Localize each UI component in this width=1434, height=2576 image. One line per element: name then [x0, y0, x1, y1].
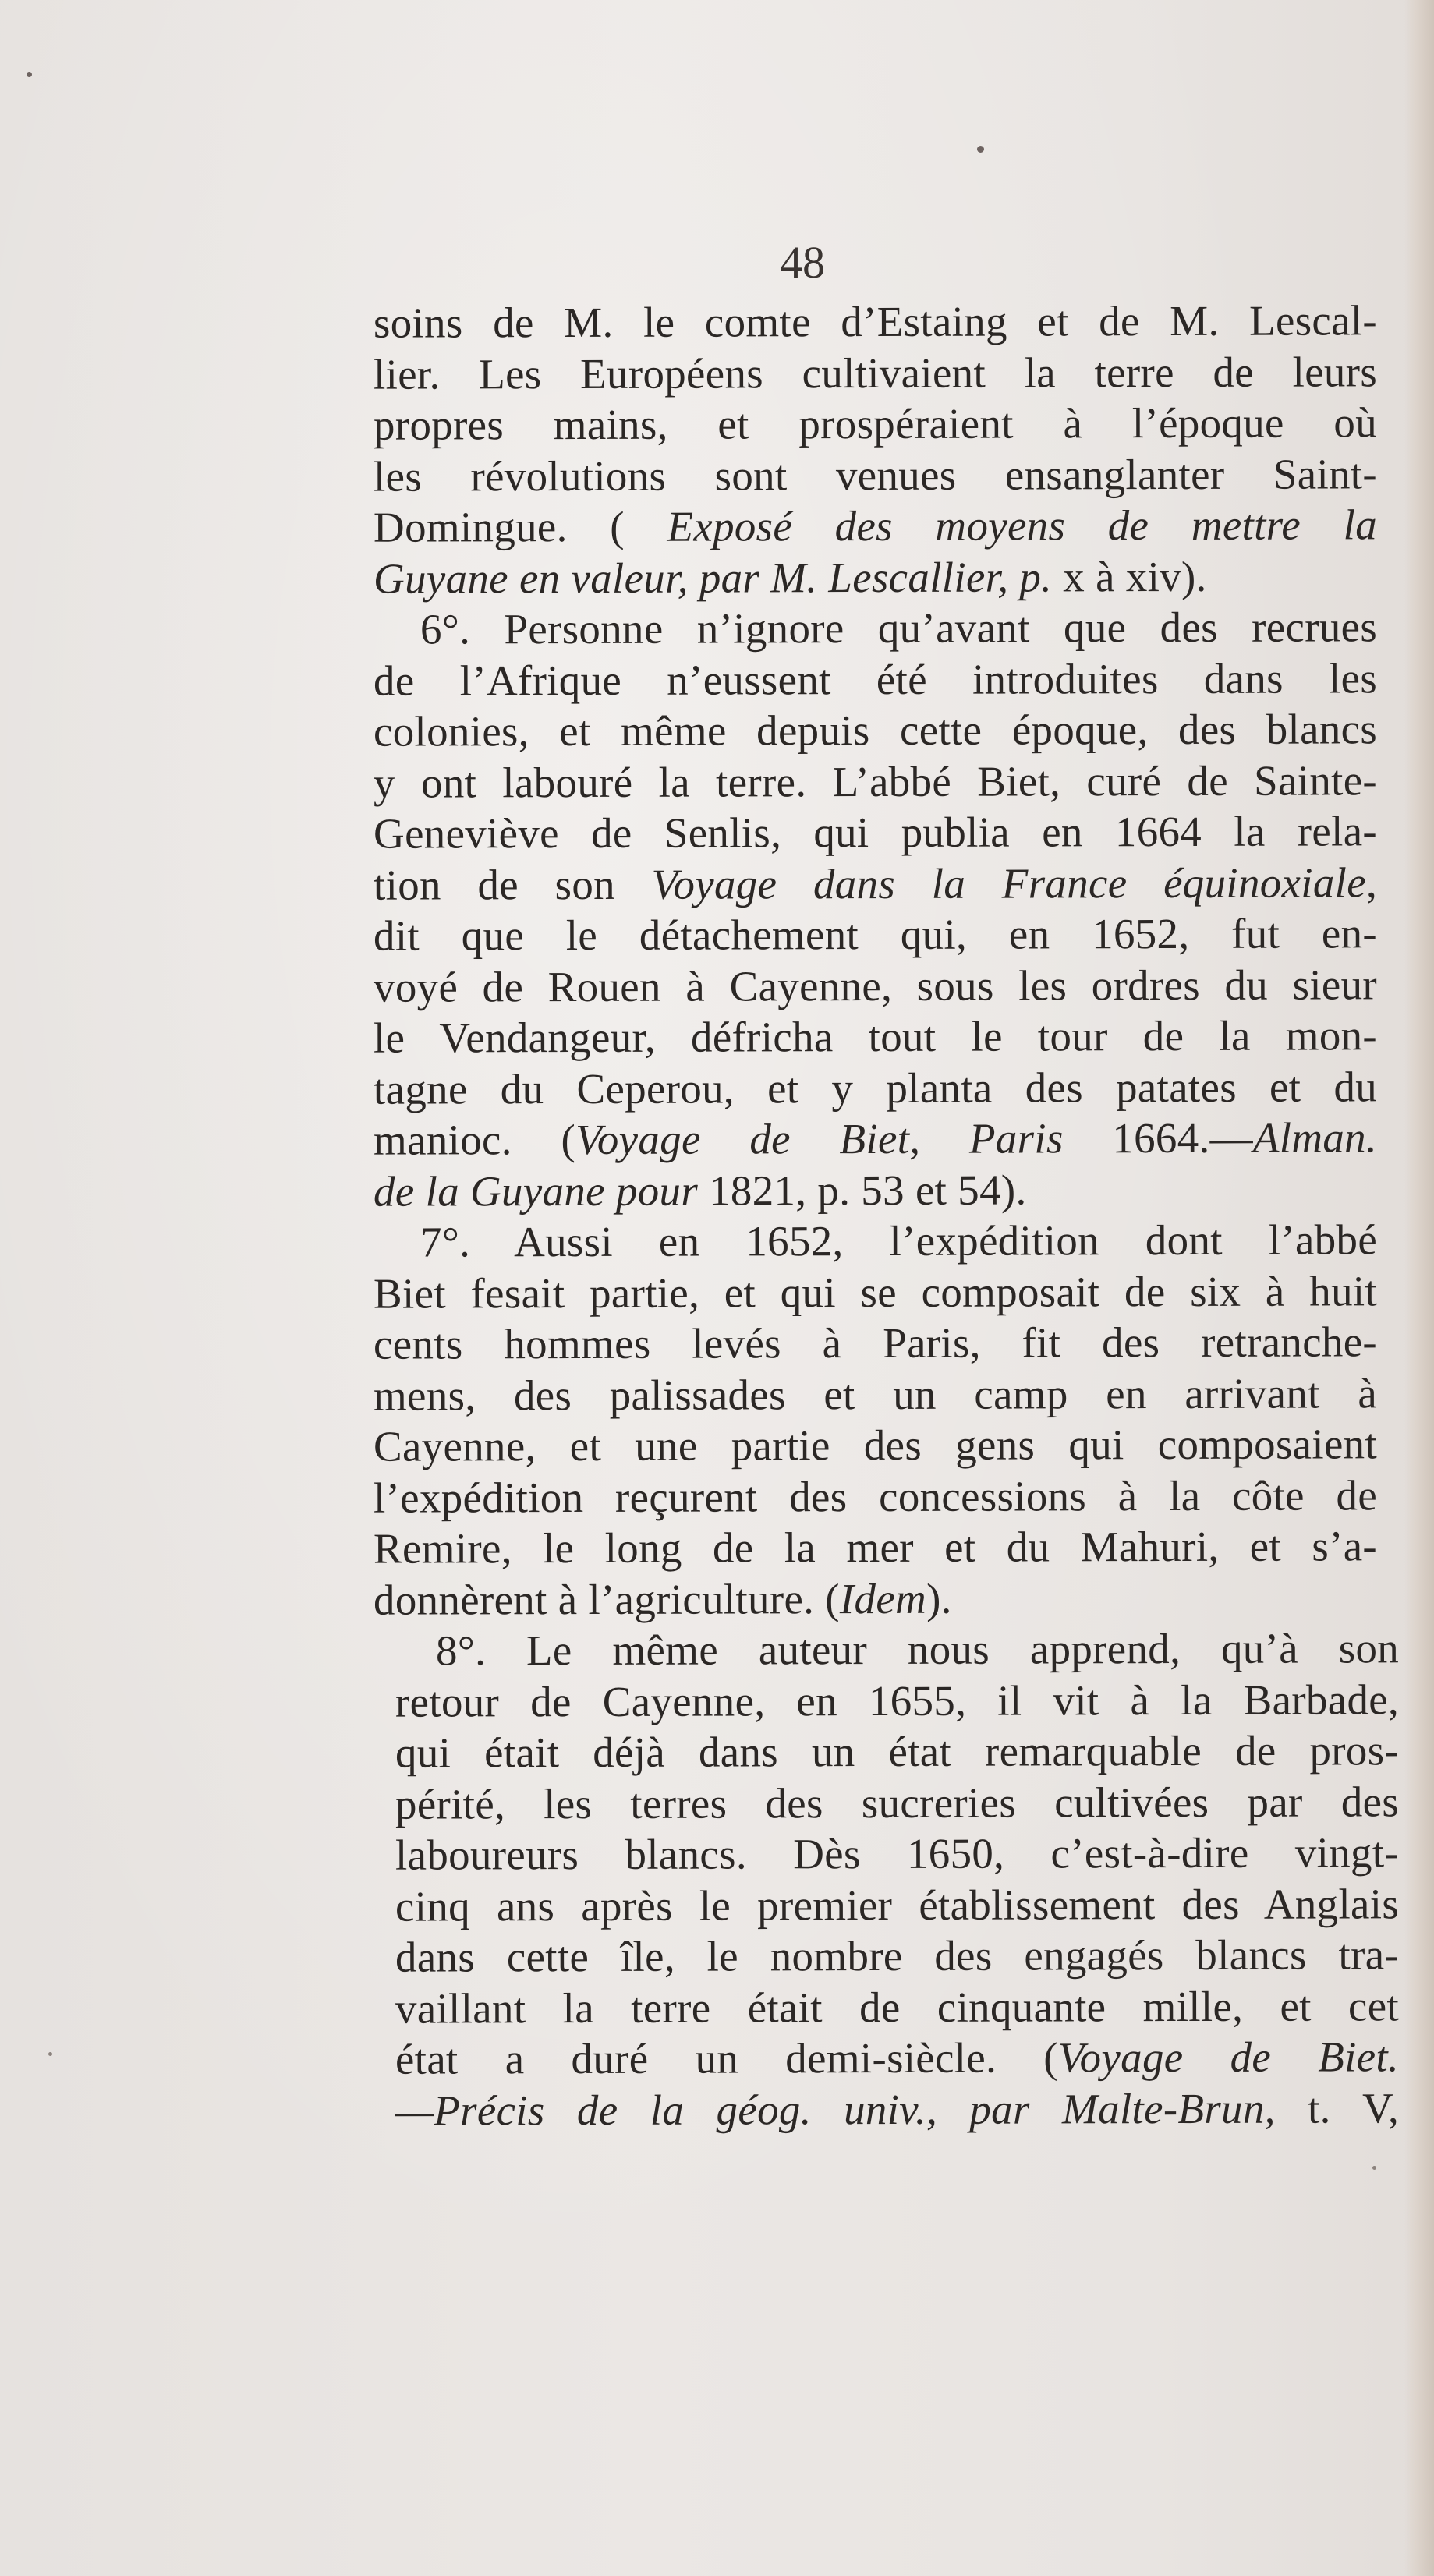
text-line — [374, 346, 1377, 400]
text-segment: ). — [926, 1574, 952, 1622]
text-line — [374, 1214, 1377, 1268]
text-segment: Domingue. ( — [373, 502, 667, 551]
text-segment: voyé de Rouen à Cayenne, sous les ordres du sieur — [373, 960, 1378, 1011]
text-line — [374, 295, 1377, 349]
ink-speck — [27, 72, 32, 77]
text-line — [374, 1112, 1377, 1166]
italic-text: Idem — [839, 1574, 927, 1622]
text-line — [374, 1368, 1377, 1421]
text-line — [374, 601, 1377, 655]
text-line — [374, 703, 1377, 757]
text-line — [374, 1827, 1399, 1881]
page-edge-shadow — [1404, 0, 1434, 2576]
text-line — [374, 1470, 1377, 1523]
text-segment: cinq ans après le premier établissement des Anglais — [395, 1879, 1400, 1930]
text-line — [374, 1674, 1399, 1728]
text-segment: manioc. ( — [373, 1116, 576, 1164]
text-segment: Cayenne, et une partie des gens qui composaient — [373, 1420, 1378, 1470]
text-segment: 7°. Aussi en 1652, l’expédition dont l’abbé — [420, 1215, 1378, 1266]
italic-text: de la Guyane pour — [373, 1166, 699, 1215]
text-segment: l’expédition reçurent des concessions à la côte de — [373, 1470, 1378, 1522]
italic-text: Voyage de Biet. — [1057, 2033, 1400, 2082]
text-segment: Remire, le long de la mer et du Mahuri, et s’a- — [373, 1522, 1378, 1573]
text-line — [374, 1418, 1377, 1472]
text-line — [374, 2082, 1399, 2136]
italic-text: Alman. — [1252, 1113, 1378, 1162]
text-segment: état a duré un demi-siècle. ( — [395, 2033, 1058, 2083]
text-segment: tion de son — [373, 860, 652, 909]
text-line — [374, 1061, 1377, 1115]
text-segment: t. V, — [1275, 2083, 1400, 2132]
text-line — [374, 908, 1377, 961]
text-line — [374, 857, 1377, 911]
text-segment: 1664.— — [1063, 1113, 1253, 1162]
text-segment: 8°. Le même auteur nous apprend, qu’à son — [435, 1624, 1400, 1675]
italic-text: —Précis de la géog. univ., par Malte-Brun, — [395, 2084, 1276, 2135]
text-line — [374, 1316, 1377, 1370]
text-line — [374, 1520, 1377, 1574]
text-line — [374, 653, 1377, 706]
text-line — [374, 755, 1377, 809]
text-line — [374, 1776, 1399, 1830]
text-segment: de l’Afrique n’eussent été introduites dans les — [373, 653, 1378, 705]
text-line — [374, 397, 1377, 451]
text-segment: , — [1365, 858, 1378, 906]
text-line — [374, 959, 1377, 1013]
text-line — [374, 499, 1377, 553]
text-segment: vaillant la terre était de cinquante mille, et cet — [395, 1981, 1400, 2033]
text-segment: soins de M. le comte d’Estaing et de M. Lescal- — [373, 296, 1378, 347]
ink-speck — [1372, 2166, 1376, 2170]
text-line — [374, 1622, 1399, 1676]
text-segment: propres mains, et prospéraient à l’époque où — [373, 398, 1378, 449]
ink-speck — [48, 2052, 52, 2056]
text-segment: x à xiv). — [1052, 552, 1207, 600]
text-segment: 6°. Personne n’ignore qu’avant que des recrues — [420, 603, 1378, 653]
italic-text: Voyage de Biet, Paris — [575, 1114, 1064, 1164]
text-segment: dit que le détachement qui, en 1652, fut en- — [373, 909, 1378, 960]
text-segment: y ont labouré la terre. L’abbé Biet, curé de Sainte- — [373, 755, 1378, 807]
text-segment: périté, les terres des sucreries cultivées par des — [395, 1777, 1400, 1828]
text-line — [374, 2031, 1399, 2085]
page-number: 48 — [780, 237, 825, 288]
text-segment: les révolutions sont venues ensanglanter Saint- — [373, 449, 1378, 501]
text-line — [374, 1572, 1377, 1626]
text-segment: lier. Les Européens cultivaient la terre de leurs — [373, 347, 1378, 398]
text-segment: laboureurs blancs. Dès 1650, c’est-à-dire vingt- — [395, 1828, 1400, 1879]
text-segment: colonies, et même depuis cette époque, des blancs — [373, 705, 1378, 755]
text-line — [374, 1929, 1399, 1983]
text-segment: donnèrent à l’agriculture. ( — [373, 1574, 840, 1624]
text-line — [374, 1265, 1377, 1319]
text-line — [374, 805, 1377, 859]
text-line — [374, 448, 1377, 502]
text-segment: tagne du Ceperou, et y planta des patates et du — [373, 1062, 1378, 1113]
italic-text: Exposé des moyens de mettre la — [667, 501, 1378, 550]
text-line — [374, 1163, 1377, 1217]
text-segment: qui était déjà dans un état remarquable de pros- — [395, 1726, 1400, 1777]
text-segment: Biet fesait partie, et qui se composait de six à huit — [373, 1266, 1378, 1318]
italic-text: Voyage dans la France équinoxiale — [651, 858, 1367, 908]
ink-speck — [977, 146, 984, 153]
text-line — [374, 1010, 1377, 1063]
body-text — [373, 296, 1400, 2135]
text-line — [374, 550, 1377, 604]
text-line — [374, 1725, 1399, 1778]
text-segment: Geneviève de Senlis, qui publia en 1664 la rela- — [373, 807, 1378, 858]
italic-text: Guyane en valeur, par M. Lescallier, p. — [373, 552, 1053, 603]
text-segment: le Vendangeur, défricha tout le tour de la mon- — [373, 1011, 1378, 1062]
text-segment: cents hommes levés à Paris, fit des retranche- — [373, 1318, 1378, 1368]
text-segment: mens, des palissades et un camp en arrivant à — [373, 1368, 1378, 1420]
text-segment: retour de Cayenne, en 1655, il vit à la Barbade, — [395, 1675, 1400, 1726]
text-segment: 1821, p. 53 et 54). — [697, 1165, 1027, 1215]
text-line — [374, 1878, 1399, 1932]
text-segment: dans cette île, le nombre des engagés blancs tra- — [395, 1930, 1400, 1981]
text-line — [374, 1980, 1399, 2034]
